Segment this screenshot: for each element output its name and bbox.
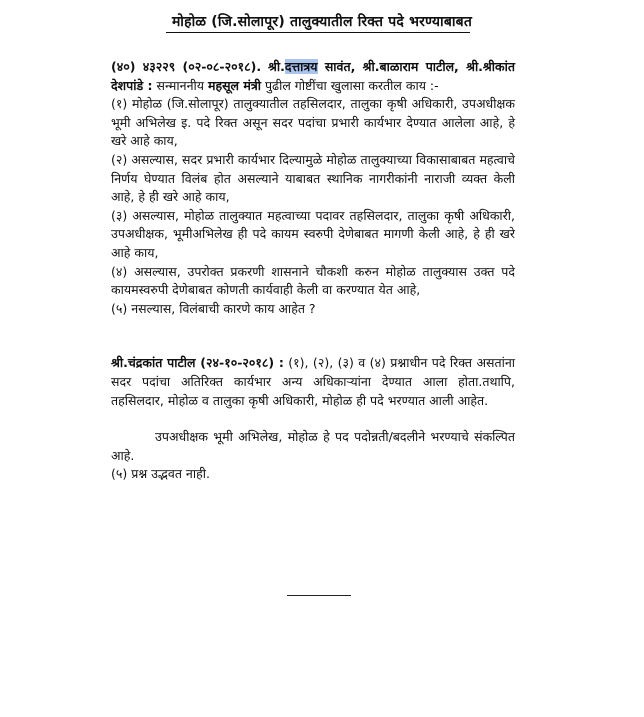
document-title: मोहोळ (जि.सोलापूर) तालुक्यातील रिक्त पदे भरण्याबाबत [171,14,473,30]
closing-rule [287,595,351,596]
spacer [111,336,515,354]
selected-text[interactable]: दत्तात्रय [284,59,318,74]
document-body [111,58,515,484]
question-item: (४) असल्यास, उपरोक्त प्रकरणी शासनाने चौकशी करुन मोहोळ तालुक्यास उक्त पदे कायमस्वरुपी देणेबाबत कोणती कार्यवाही केली वा करण्यात येत आहे, [111,263,515,298]
question-intro [111,58,515,95]
question-item: (३) असल्यास, मोहोळ तालुक्यात महत्वाच्या पदावर तहसिलदार, तालुका कृषी अधिकारी, उपअधीक्षक, भूमीअभिलेख ही पदे कायम स्वरुपी देणेबाबत मागणी केली आहे, हे ही खरे आहे काय, [111,207,515,260]
answer-text-1: (१), (२), (३) व (४) प्रश्नाधीन पदे रिक्त असतांना सदर पदांचा अतिरिक्त कार्यभार अन्य अधिकाऱ्यांना देण्यात आला होता.तथापि, तहसिलदार, मोहोळ व तालुका कृषी अधिकारी, मोहोळ ही पदे भरण्यात आली आहेत. [111,355,515,408]
title-underline [166,32,470,33]
addressee: महसूल मंत्री [207,77,261,93]
question-item: (५) नसल्यास, विलंबाची कारणे काय आहेत ? [111,300,316,316]
spacer [111,410,515,428]
answer-para-2: उपअधीक्षक भूमी अभिलेख, मोहोळ हे पद पदोन्नती/बदलीने भरण्याचे संकल्पित आहे. [111,429,515,463]
question-item: (१) मोहोळ (जि.सोलापूर) तालुक्यातील तहसिलदार, तालुका कृषी अधिकारी, उपअधीक्षक भूमी अभिलेख इ. पदे रिक्त असून सदर पदांचा प्रभारी कार्यभार देण्यात आलेला आहे, हे खरे आहे काय, [111,96,515,149]
question-item: (२) असल्यास, सदर प्रभारी कार्यभार दिल्यामुळे मोहोळ तालुक्याच्या विकासाबाबत महत्वाचे निर्णय घेण्यात विलंब होत असल्याने याबाबत स्थानिक नागरीकांनी नाराजी व्यक्त केली आहे, हे ही खरे आहे काय, [111,151,515,205]
answer-para-1 [111,354,515,410]
asker-names: सावंत, श्री.बाळाराम पाटील, श्री.श्रीकांत देशपांडे : [111,59,515,93]
responder: श्री.चंद्रकांत पाटील (२४-१०-२०१८) : [111,355,284,371]
spacer [111,318,515,336]
answer-para-3: (५) प्रश्न उद्भवत नाही. [111,466,210,482]
asker-prefix: श्री. [268,59,285,74]
question-lead-end: पुढील गोष्टींचा खुलासा करतील काय :- [260,77,439,93]
question-number: (४०) ४३२२९ (०२-०८-२०१८). [111,59,262,74]
question-lead: सन्माननीय [152,77,208,93]
